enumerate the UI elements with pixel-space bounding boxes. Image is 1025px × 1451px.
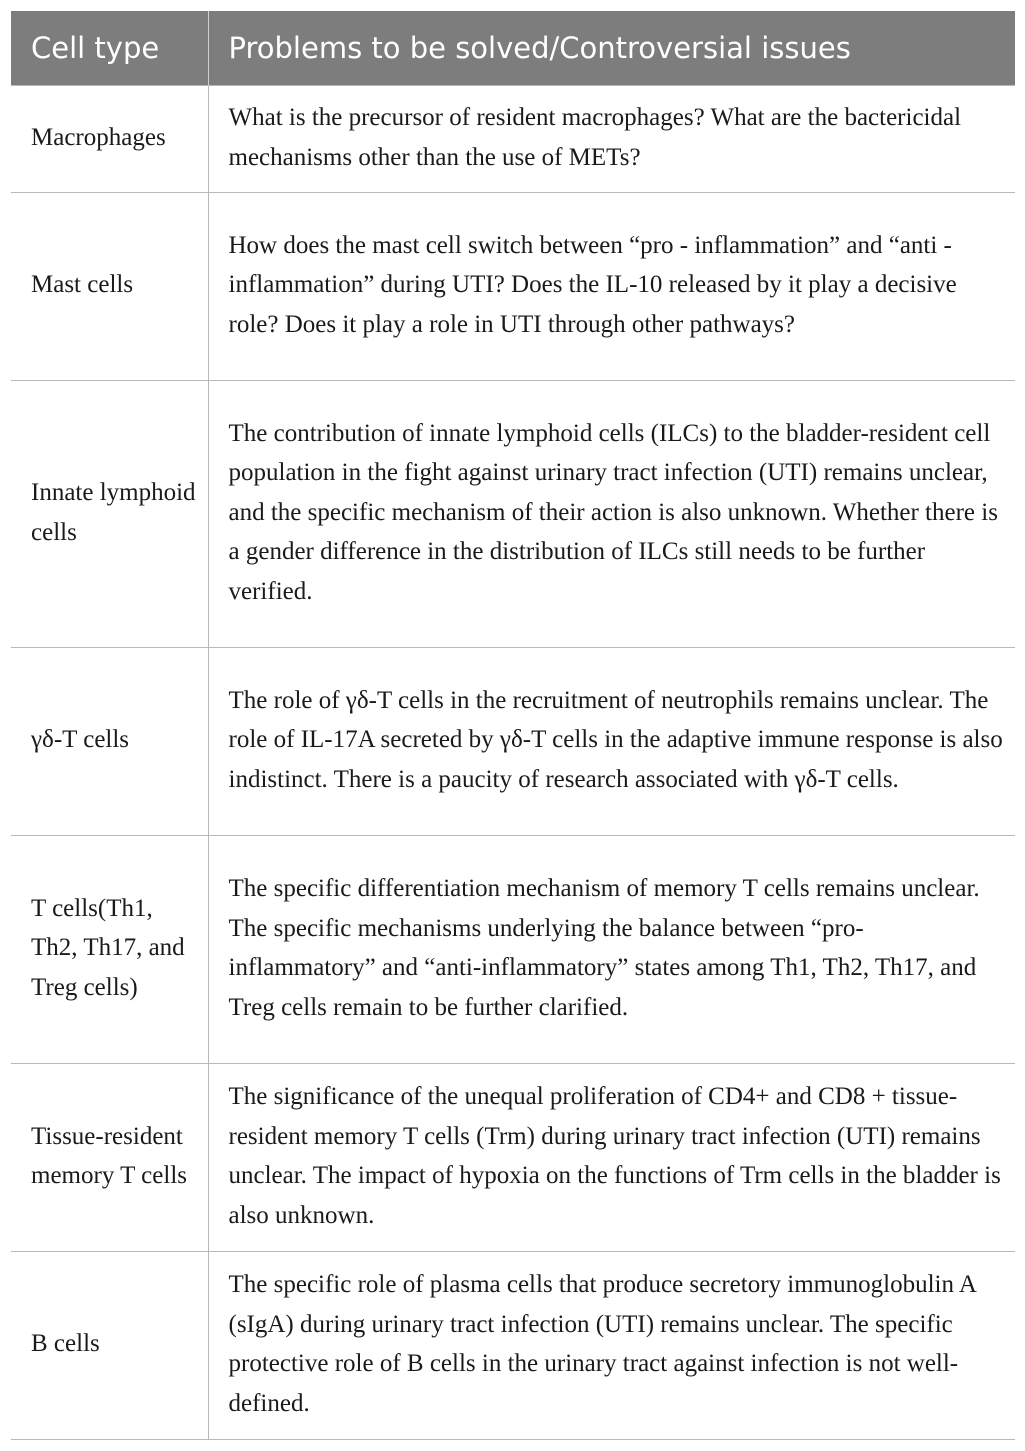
table-row xyxy=(11,648,1015,836)
issue-description: How does the mast cell switch between “pro - inflammation” and “anti - inflammation” during UTI? Does the IL-10 released by it play a decisive role? Does it play a role in UTI through other pathways? xyxy=(208,193,1015,381)
issue-description: The specific role of plasma cells that produce secretory immunoglobulin A (sIgA) during urinary tract infection (UTI) remains unclear. The specific protective role of B cells in the urinary tract against infection is not well-defined. xyxy=(208,1252,1015,1440)
header-issues: Problems to be solved/Controversial issues xyxy=(208,11,1015,86)
issue-description: The specific differentiation mechanism of memory T cells remains unclear. The specific mechanisms underlying the balance between “pro-inflammatory” and “anti-inflammatory” states among Th1, Th2, Th17, and Treg cells remain to be further clarified. xyxy=(208,836,1015,1064)
table-row xyxy=(11,86,1015,193)
table-row xyxy=(11,1252,1015,1440)
issue-description: The role of γδ-T cells in the recruitment of neutrophils remains unclear. The role of IL-17A secreted by γδ-T cells in the adaptive immune response is also indistinct. There is a paucity of research associated with γδ-T cells. xyxy=(208,648,1015,836)
header-row xyxy=(11,11,1015,86)
table-row xyxy=(11,193,1015,381)
issues-table xyxy=(11,11,1015,1440)
table-row xyxy=(11,1064,1015,1252)
header-cell-type: Cell type xyxy=(11,11,208,86)
cell-type-label: T cells(Th1, Th2, Th17, and Treg cells) xyxy=(11,836,208,1064)
cell-type-label: Innate lymphoid cells xyxy=(11,381,208,648)
table-header xyxy=(11,11,1015,86)
issue-description: The contribution of innate lymphoid cells (ILCs) to the bladder-resident cell population in the fight against urinary tract infection (UTI) remains unclear, and the specific mechanism of their action is also unknown. Whether there is a gender difference in the distribution of ILCs still needs to be further verified. xyxy=(208,381,1015,648)
issue-description: The significance of the unequal proliferation of CD4+ and CD8 + tissue-resident memory T cells (Trm) during urinary tract infection (UTI) remains unclear. The impact of hypoxia on the functions of Trm cells in the bladder is also unknown. xyxy=(208,1064,1015,1252)
cell-type-label: Tissue-resident memory T cells xyxy=(11,1064,208,1252)
table-body xyxy=(11,86,1015,1440)
table-row xyxy=(11,836,1015,1064)
cell-type-label: B cells xyxy=(11,1252,208,1440)
table-row xyxy=(11,381,1015,648)
cell-type-label: γδ-T cells xyxy=(11,648,208,836)
cell-type-label: Macrophages xyxy=(11,86,208,193)
issue-description: What is the precursor of resident macrophages? What are the bactericidal mechanisms other than the use of METs? xyxy=(208,86,1015,193)
issues-table-container xyxy=(11,11,1015,1440)
cell-type-label: Mast cells xyxy=(11,193,208,381)
